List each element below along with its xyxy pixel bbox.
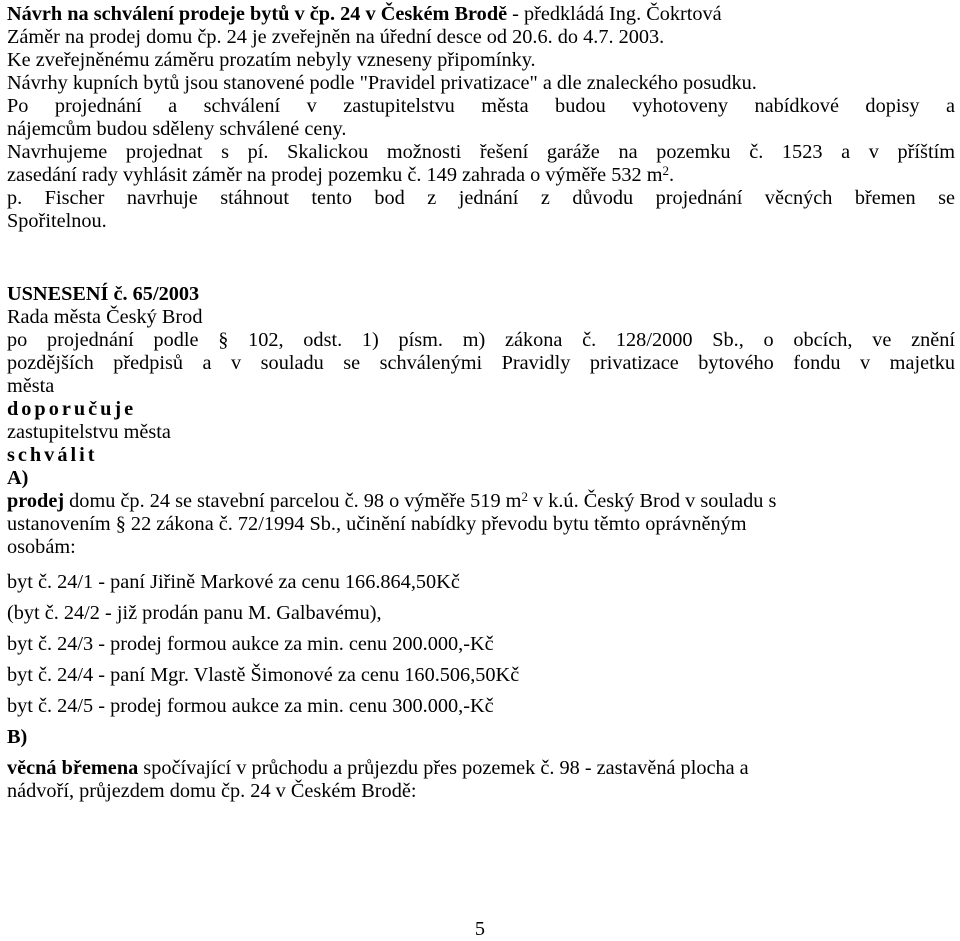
comments-note: Ke zveřejněnému záměru prozatím nebyly vzneseny připomínky. <box>7 49 536 71</box>
part-a-label: A) <box>7 467 29 489</box>
recommends-verb: doporučuje <box>7 398 137 420</box>
procedure-line-1: Po projednání a schválení v zastupitelstvu města budou vyhotoveny nabídkové dopisy a <box>7 95 955 117</box>
list-spacer <box>7 749 955 757</box>
council-name: Rada města Český Brod <box>7 306 203 328</box>
unit-item: (byt č. 24/2 - již prodán panu M. Galbavému), <box>7 602 382 624</box>
fischer-line-1: p. Fischer navrhuje stáhnout tento bod z jednání z důvodu projednání věcných břemen se <box>7 187 955 209</box>
assembly-name: zastupitelstvu města <box>7 421 171 443</box>
easement-keyword: věcná břemena <box>7 757 139 779</box>
section-spacer <box>7 233 955 283</box>
legal-basis-line-2: pozdějších předpisů a v souladu se schválenými Pravidly privatizace bytového fondu v majetku <box>7 352 955 374</box>
easement-text: spočívající v průchodu a průjezdu přes pozemek č. 98 - zastavěná plocha a <box>138 757 749 779</box>
sale-law: ustanovením § 22 zákona č. 72/1994 Sb. <box>7 513 336 535</box>
list-spacer <box>7 594 955 602</box>
agenda-title-line <box>7 3 955 26</box>
sale-line-1-end: v k.ú. Český Brod v souladu s <box>527 490 777 512</box>
sale-keyword: prodej <box>7 490 65 512</box>
legal-basis-line-3: města <box>7 375 55 397</box>
sale-line-3: osobám: <box>7 536 76 558</box>
list-spacer <box>7 559 955 571</box>
garage-line-2-text: zasedání rady vyhlásit záměr na prodej pozemku č. 149 zahrada o výměře 532 m <box>7 164 663 186</box>
legal-basis-line-1 <box>7 329 955 352</box>
garage-line-2-end: . <box>669 164 675 186</box>
part-b-label: B) <box>7 726 28 748</box>
publication-note: Záměr na prodej domu čp. 24 je zveřejněn na úřední desce od 20.6. do 4.7. 2003. <box>7 26 665 48</box>
sale-line-1 <box>7 490 955 513</box>
unit-item: byt č. 24/1 - paní Jiřině Markové za cenu 166.864,50Kč <box>7 571 460 593</box>
list-spacer <box>7 656 955 664</box>
legal-basis-rest: , o obcích, ve znění <box>738 329 955 351</box>
fischer-line-2: Spořitelnou. <box>7 210 107 232</box>
legal-basis-law: po projednání podle § 102, odst. 1) písm. m) zákona č. 128/2000 Sb. <box>7 329 739 351</box>
list-spacer <box>7 718 955 726</box>
unit-item: byt č. 24/3 - prodej formou aukce za min. cenu 200.000,-Kč <box>7 633 494 655</box>
sale-line-1-text: domu čp. 24 se stavební parcelou č. 98 o výměře 519 m <box>64 490 522 512</box>
garage-line-2 <box>7 164 955 187</box>
procedure-line-2: nájemcům budou sděleny schválené ceny. <box>7 118 347 140</box>
unit-item: byt č. 24/5 - prodej formou aukce za min. cenu 300.000,-Kč <box>7 695 494 717</box>
square-superscript: 2 <box>662 163 670 178</box>
approve-verb: schválit <box>7 444 98 466</box>
garage-line-1: Navrhujeme projednat s pí. Skalickou možnosti řešení garáže na pozemku č. 1523 a v příštím <box>7 141 955 163</box>
list-spacer <box>7 687 955 695</box>
sale-line-2 <box>7 513 955 536</box>
pricing-note: Návrhy kupních bytů jsou stanovené podle "Pravidel privatizace" a dle znaleckého posudku. <box>7 72 757 94</box>
list-spacer <box>7 625 955 633</box>
page-number: 5 <box>474 918 486 940</box>
unit-item: byt č. 24/4 - paní Mgr. Vlastě Šimonové za cenu 160.506,50Kč <box>7 664 520 686</box>
document-page <box>7 3 955 803</box>
easement-line-1 <box>7 757 955 780</box>
resolution-heading: USNESENÍ č. 65/2003 <box>7 283 200 305</box>
presenter: - předkládá Ing. Čokrtová <box>507 3 722 25</box>
easement-line-2: nádvoří, průjezdem domu čp. 24 v Českém Brodě: <box>7 780 417 802</box>
sale-offer: , učinění nabídky převodu bytu těmto oprávněným <box>335 513 747 535</box>
agenda-title: Návrh na schválení prodeje bytů v čp. 24 v Českém Brodě <box>7 3 508 25</box>
sale-superscript: 2 <box>521 489 528 504</box>
